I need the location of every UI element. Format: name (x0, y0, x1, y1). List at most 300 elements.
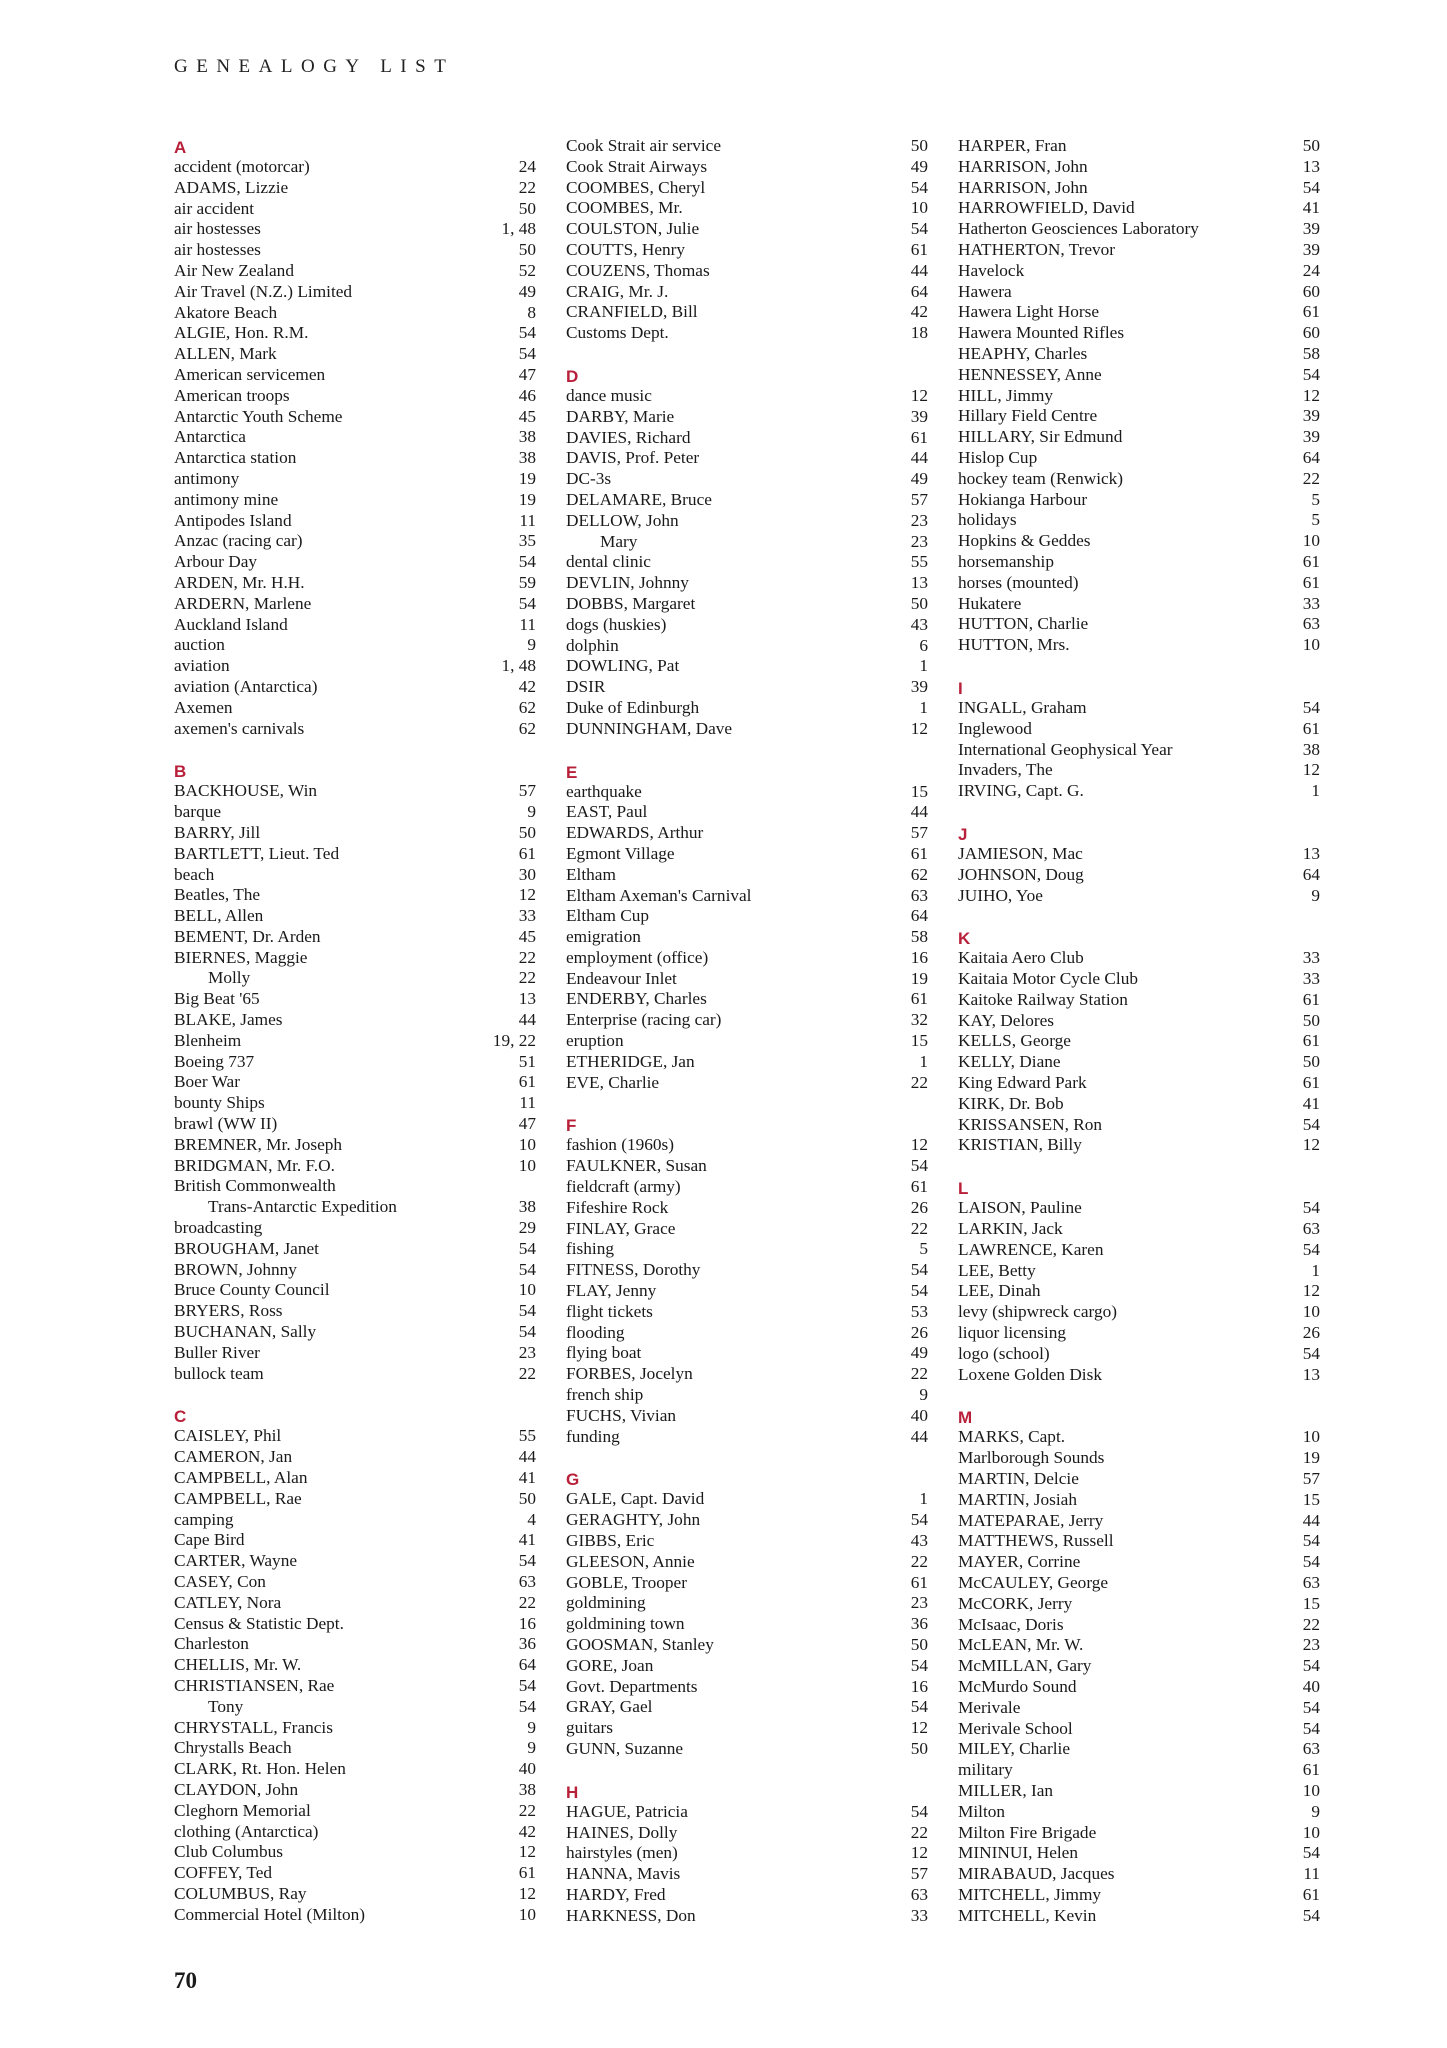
entry-term: Endeavour Inlet (566, 968, 677, 988)
entry-term: fieldcraft (army) (566, 1177, 681, 1197)
index-entry (174, 448, 536, 469)
entry-page-refs: 15 (1302, 1489, 1320, 1509)
entry-page-refs: 54 (518, 1238, 536, 1258)
index-entry (566, 1260, 928, 1281)
entry-term: emigration (566, 927, 641, 947)
entry-term: DUNNINGHAM, Dave (566, 718, 733, 738)
entry-page-refs: 54 (1302, 1656, 1320, 1676)
index-entry (174, 1072, 536, 1093)
index-entry (174, 1031, 536, 1052)
entry-page-refs: 54 (518, 1301, 536, 1321)
entry-term: dental clinic (566, 552, 651, 572)
entry-term: horsemanship (958, 551, 1054, 571)
entry-page-refs: 19, 22 (492, 1030, 536, 1050)
index-entry (174, 1842, 536, 1863)
index-entry (958, 635, 1320, 656)
entry-term: CHRYSTALL, Francis (174, 1717, 333, 1737)
index-entry (174, 927, 536, 948)
entry-term: Blenheim (174, 1030, 242, 1050)
entry-page-refs: 54 (518, 1322, 536, 1342)
index-entry (566, 1135, 928, 1156)
entry-term: Enterprise (racing car) (566, 1010, 722, 1030)
entry-page-refs: 54 (518, 344, 536, 364)
entry-page-refs: 44 (910, 448, 928, 468)
entry-page-refs: 1, 48 (501, 656, 536, 676)
index-entry (566, 511, 928, 532)
index-entry (174, 365, 536, 386)
entry-page-refs: 54 (1302, 1239, 1320, 1259)
entry-term: CASEY, Con (174, 1572, 266, 1591)
entry-term: Axemen (174, 697, 233, 717)
index-entry (566, 698, 928, 719)
entry-term: Cleghorn Memorial (174, 1800, 311, 1820)
index-entry (566, 1343, 928, 1364)
entry-term: KELLS, George (958, 1031, 1071, 1051)
entry-page-refs: 1 (1311, 1260, 1320, 1280)
index-entry (958, 261, 1320, 282)
entry-page-refs: 54 (910, 219, 928, 239)
entry-page-refs: 54 (1302, 1905, 1320, 1925)
entry-term: Loxene Golden Disk (958, 1364, 1102, 1384)
index-entry (174, 1801, 536, 1822)
entry-page-refs: 45 (518, 926, 536, 946)
section-letter-heading: A (174, 138, 187, 157)
entry-page-refs: 64 (1302, 864, 1320, 884)
entry-term: EAST, Paul (566, 802, 648, 822)
entry-page-refs: 42 (518, 1821, 536, 1841)
entry-term: KRISTIAN, Billy (958, 1135, 1082, 1155)
index-entry (174, 1676, 536, 1697)
entry-page-refs: 49 (910, 156, 928, 176)
index-entry (958, 344, 1320, 365)
entry-page-refs: 44 (518, 1447, 536, 1467)
index-entry (174, 427, 536, 448)
index-entry (958, 1739, 1320, 1760)
entry-term: McMILLAN, Gary (958, 1656, 1092, 1676)
index-entry (958, 1823, 1320, 1844)
index-entry (174, 1738, 536, 1759)
entry-term: Auckland Island (174, 614, 288, 634)
index-entry (174, 1884, 536, 1905)
entry-term: MIRABAUD, Jacques (958, 1864, 1115, 1884)
entry-term: CRAIG, Mr. J. (566, 281, 669, 301)
index-entry (958, 1052, 1320, 1073)
entry-page-refs: 9 (527, 1738, 536, 1758)
index-entry (174, 303, 536, 324)
entry-page-refs: 22 (518, 177, 536, 197)
entry-term: DARBY, Marie (566, 406, 675, 426)
entry-term: fashion (1960s) (566, 1135, 674, 1155)
index-entry (174, 1447, 536, 1468)
entry-page-refs: 22 (910, 1551, 928, 1571)
index-entry (566, 906, 928, 927)
index-entry (958, 1864, 1320, 1885)
entry-page-refs: 12 (1302, 1135, 1320, 1155)
entry-page-refs: 50 (910, 593, 928, 613)
entry-page-refs: 52 (518, 260, 536, 280)
index-entry (566, 1385, 928, 1406)
index-entry (566, 1823, 928, 1844)
entry-page-refs: 58 (1302, 343, 1320, 363)
entry-page-refs: 62 (518, 697, 536, 717)
entry-page-refs: 19 (518, 468, 536, 488)
entry-term: EVE, Charlie (566, 1072, 660, 1092)
entry-term: COFFEY, Ted (174, 1863, 273, 1883)
entry-page-refs: 55 (910, 552, 928, 572)
entry-term: Hawera Light Horse (958, 302, 1100, 322)
index-entry (958, 990, 1320, 1011)
entry-term: Customs Dept. (566, 323, 669, 343)
entry-page-refs: 40 (1302, 1677, 1320, 1696)
entry-term: McLEAN, Mr. W. (958, 1635, 1084, 1655)
index-entry (566, 1573, 928, 1594)
entry-page-refs: 10 (518, 1155, 536, 1175)
index-entry (566, 594, 928, 615)
entry-term: Air Travel (N.Z.) Limited (174, 281, 353, 301)
entry-term: CARTER, Wayne (174, 1551, 298, 1571)
index-entry (174, 1260, 536, 1281)
index-entry (566, 1219, 928, 1240)
entry-term: Boeing 737 (174, 1051, 255, 1071)
entry-term: CLAYDON, John (174, 1779, 299, 1799)
index-entry (566, 532, 928, 553)
index-entry (174, 1156, 536, 1177)
entry-term: HARRISON, John (958, 177, 1088, 197)
index-entry (174, 1218, 536, 1239)
index-entry (566, 636, 928, 657)
index-entry (174, 594, 536, 615)
entry-page-refs: 41 (518, 1530, 536, 1550)
entry-term: HATHERTON, Trevor (958, 239, 1116, 259)
entry-page-refs: 9 (919, 1385, 928, 1405)
entry-term: MARTIN, Josiah (958, 1489, 1077, 1509)
entry-page-refs: 62 (910, 864, 928, 884)
index-entry (566, 407, 928, 428)
index-entry (174, 386, 536, 407)
entry-term: beach (174, 864, 215, 884)
entry-page-refs: 54 (518, 552, 536, 572)
index-entry (958, 1511, 1320, 1532)
index-entry (566, 1010, 928, 1031)
index-entry (958, 240, 1320, 261)
entry-page-refs: 38 (1302, 739, 1320, 759)
entry-term: camping (174, 1509, 234, 1529)
entry-term: guitars (566, 1718, 614, 1738)
entry-term: Boer War (174, 1072, 240, 1092)
entry-page-refs: 10 (1302, 1780, 1320, 1800)
entry-page-refs: 54 (518, 1696, 536, 1716)
index-entry (174, 1822, 536, 1843)
index-entry (958, 1906, 1320, 1927)
index-entry (958, 1365, 1320, 1386)
entry-page-refs: 11 (1303, 1864, 1320, 1884)
index-entry (174, 573, 536, 594)
entry-term: LAWRENCE, Karen (958, 1239, 1104, 1259)
entry-term: HARDY, Fred (566, 1884, 666, 1904)
index-entry (566, 1885, 928, 1906)
entry-page-refs: 54 (1302, 1843, 1320, 1863)
index-entry (566, 677, 928, 698)
entry-term: Commercial Hotel (Milton) (174, 1904, 366, 1924)
entry-term: Trans-Antarctic Expedition (208, 1197, 397, 1217)
entry-page-refs: 5 (1311, 510, 1320, 530)
section-letter-heading: L (958, 1179, 969, 1199)
entry-page-refs: 41 (518, 1468, 536, 1488)
entry-term: GOBLE, Trooper (566, 1572, 687, 1592)
entry-page-refs: 50 (518, 198, 536, 218)
entry-page-refs: 44 (910, 802, 928, 822)
index-entry (174, 1176, 536, 1197)
index-entry (958, 178, 1320, 199)
entry-term: Havelock (958, 260, 1025, 280)
entry-term: BARTLETT, Lieut. Ted (174, 843, 340, 863)
index-entry (566, 656, 928, 677)
entry-page-refs: 18 (910, 323, 928, 343)
entry-page-refs: 12 (1302, 760, 1320, 780)
entry-term: CAISLEY, Phil (174, 1426, 282, 1446)
index-entry (174, 1655, 536, 1676)
index-entry (566, 1697, 928, 1718)
entry-page-refs: 15 (910, 781, 928, 801)
index-entry (566, 1510, 928, 1531)
entry-term: DOWLING, Pat (566, 656, 680, 676)
entry-term: COULSTON, Julie (566, 219, 700, 239)
entry-page-refs: 26 (910, 1197, 928, 1217)
index-entry (174, 1322, 536, 1343)
index-entry (174, 219, 536, 240)
index-entry (958, 865, 1320, 886)
entry-page-refs: 54 (910, 1156, 928, 1176)
entry-term: HENNESSEY, Anne (958, 364, 1102, 384)
entry-page-refs: 15 (910, 1031, 928, 1051)
index-entry (174, 199, 536, 220)
entry-term: Eltham Axeman's Carnival (566, 885, 752, 905)
entry-term: Cook Strait air service (566, 136, 722, 155)
entry-term: FITNESS, Dorothy (566, 1260, 701, 1280)
index-entry (958, 1427, 1320, 1448)
entry-term: aviation (Antarctica) (174, 676, 318, 696)
entry-page-refs: 54 (910, 1655, 928, 1675)
index-entry (566, 615, 928, 636)
entry-page-refs: 33 (910, 1905, 928, 1925)
entry-page-refs: 61 (910, 843, 928, 863)
entry-term: french ship (566, 1385, 644, 1405)
entry-page-refs: 54 (1302, 177, 1320, 197)
index-entry (174, 615, 536, 636)
entry-page-refs: 49 (910, 1343, 928, 1363)
index-entry (566, 157, 928, 178)
entry-page-refs: 57 (910, 823, 928, 843)
entry-page-refs: 61 (1302, 1760, 1320, 1780)
entry-page-refs: 61 (910, 1177, 928, 1197)
index-entry (174, 261, 536, 282)
entry-page-refs: 50 (910, 1635, 928, 1654)
index-entry (566, 1593, 928, 1614)
entry-term: Antarctic Youth Scheme (174, 406, 343, 426)
entry-page-refs: 54 (1302, 1531, 1320, 1551)
entry-page-refs: 10 (1302, 531, 1320, 551)
entry-page-refs: 39 (1302, 219, 1320, 239)
index-entry (958, 760, 1320, 781)
index-entry (174, 1614, 536, 1635)
index-entry (174, 823, 536, 844)
index-entry (958, 1656, 1320, 1677)
index-entry (958, 1198, 1320, 1219)
entry-term: Hukatere (958, 593, 1022, 613)
entry-page-refs: 1, 48 (501, 219, 536, 239)
entry-term: DEVLIN, Johnny (566, 573, 689, 593)
section-spacer (174, 739, 536, 760)
entry-term: British Commonwealth (174, 1176, 336, 1196)
entry-page-refs: 45 (518, 406, 536, 426)
entry-page-refs: 61 (910, 239, 928, 259)
entry-term: McCAULEY, George (958, 1573, 1109, 1593)
index-entry (174, 1572, 536, 1593)
entry-term: Invaders, The (958, 760, 1053, 780)
entry-term: levy (shipwreck cargo) (958, 1302, 1117, 1322)
entry-page-refs: 44 (910, 260, 928, 280)
entry-term: Big Beat '65 (174, 989, 260, 1009)
index-entry (566, 1614, 928, 1635)
entry-term: bullock team (174, 1363, 264, 1383)
entry-term: McMurdo Sound (958, 1677, 1077, 1696)
section-letter-heading: G (566, 1470, 580, 1490)
entry-page-refs: 33 (1302, 948, 1320, 968)
entry-term: Milton Fire Brigade (958, 1822, 1097, 1842)
index-entry (174, 1530, 536, 1551)
index-entry (174, 1905, 536, 1926)
entry-page-refs: 61 (1302, 1031, 1320, 1051)
index-entry (566, 261, 928, 282)
entry-page-refs: 22 (518, 1363, 536, 1383)
entry-page-refs: 54 (910, 1801, 928, 1821)
index-entry (566, 886, 928, 907)
entry-page-refs: 12 (910, 1718, 928, 1738)
entry-term: ADAMS, Lizzie (174, 177, 289, 197)
index-entry (566, 1635, 928, 1656)
index-entry (566, 782, 928, 803)
entry-term: military (958, 1760, 1013, 1780)
entry-page-refs: 54 (518, 593, 536, 613)
entry-term: International Geophysical Year (958, 739, 1173, 759)
entry-page-refs: 12 (910, 1843, 928, 1863)
entry-term: King Edward Park (958, 1073, 1087, 1093)
index-entry (174, 1010, 536, 1031)
entry-term: Hillary Field Centre (958, 406, 1098, 426)
index-entry (958, 1011, 1320, 1032)
entry-term: Cape Bird (174, 1530, 245, 1550)
entry-term: Census & Statistic Dept. (174, 1613, 344, 1633)
index-entry (566, 989, 928, 1010)
entry-term: broadcasting (174, 1218, 263, 1238)
entry-term: Mary (600, 531, 638, 551)
entry-term: HEAPHY, Charles (958, 343, 1088, 363)
index-entry (958, 1843, 1320, 1864)
entry-term: logo (school) (958, 1343, 1050, 1363)
index-entry (958, 1719, 1320, 1740)
entry-page-refs: 63 (518, 1572, 536, 1591)
index-entry (566, 1323, 928, 1344)
index-entry (566, 1531, 928, 1552)
index-entry (566, 428, 928, 449)
entry-page-refs: 43 (910, 614, 928, 634)
entry-page-refs: 22 (910, 1822, 928, 1842)
entry-page-refs: 12 (1302, 1281, 1320, 1301)
entry-page-refs: 24 (518, 157, 536, 176)
entry-term: KIRK, Dr. Bob (958, 1093, 1064, 1113)
entry-term: HAGUE, Patricia (566, 1801, 688, 1821)
index-entry (958, 427, 1320, 448)
index-entry (958, 1115, 1320, 1136)
entry-term: COLUMBUS, Ray (174, 1883, 307, 1903)
entry-page-refs: 61 (1302, 302, 1320, 322)
entry-page-refs: 19 (1302, 1448, 1320, 1468)
index-entry (958, 1573, 1320, 1594)
index-entry (958, 531, 1320, 552)
index-entry (958, 1615, 1320, 1636)
index-entry (958, 719, 1320, 740)
entry-page-refs: 8 (527, 302, 536, 322)
index-entry (566, 386, 928, 407)
index-entry (566, 1739, 928, 1760)
entry-term: HARRISON, John (958, 156, 1088, 176)
entry-term: goldmining town (566, 1614, 685, 1634)
index-entry (566, 490, 928, 511)
index-entry (174, 781, 536, 802)
index-entry (174, 1489, 536, 1510)
entry-term: FLAY, Jenny (566, 1281, 657, 1301)
entry-page-refs: 54 (1302, 1114, 1320, 1134)
entry-page-refs: 11 (519, 614, 536, 634)
section-letter-heading: K (958, 929, 971, 949)
entry-page-refs: 58 (910, 927, 928, 947)
entry-page-refs: 64 (1302, 447, 1320, 467)
entry-term: horses (mounted) (958, 572, 1079, 592)
index-entry (958, 1677, 1320, 1698)
entry-term: IRVING, Capt. G. (958, 781, 1084, 801)
entry-page-refs: 9 (1311, 1801, 1320, 1821)
index-entry (958, 1135, 1320, 1156)
entry-page-refs: 61 (1302, 1073, 1320, 1093)
entry-term: holidays (958, 510, 1017, 530)
entry-page-refs: 54 (910, 177, 928, 197)
index-entry (958, 1594, 1320, 1615)
index-entry (174, 1593, 536, 1614)
section-spacer (566, 1093, 928, 1114)
entry-term: Hawera (958, 281, 1012, 301)
index-entry (174, 802, 536, 823)
entry-term: fishing (566, 1239, 615, 1259)
index-entry (174, 323, 536, 344)
entry-term: FORBES, Jocelyn (566, 1364, 693, 1384)
index-entry (174, 1364, 536, 1385)
entry-term: auction (174, 635, 225, 655)
entry-term: eruption (566, 1031, 624, 1051)
entry-term: LEE, Dinah (958, 1281, 1041, 1301)
index-entry (566, 1864, 928, 1885)
entry-page-refs: 12 (518, 885, 536, 905)
entry-term: air hostesses (174, 240, 261, 260)
entry-term: MILEY, Charlie (958, 1739, 1070, 1759)
entry-page-refs: 54 (518, 1675, 536, 1695)
index-entry (958, 1344, 1320, 1365)
index-entry (566, 469, 928, 490)
entry-page-refs: 54 (1302, 1343, 1320, 1363)
entry-term: Eltham Cup (566, 906, 650, 926)
index-entry (174, 719, 536, 740)
section-spacer (566, 1760, 928, 1781)
index-entry (174, 635, 536, 656)
